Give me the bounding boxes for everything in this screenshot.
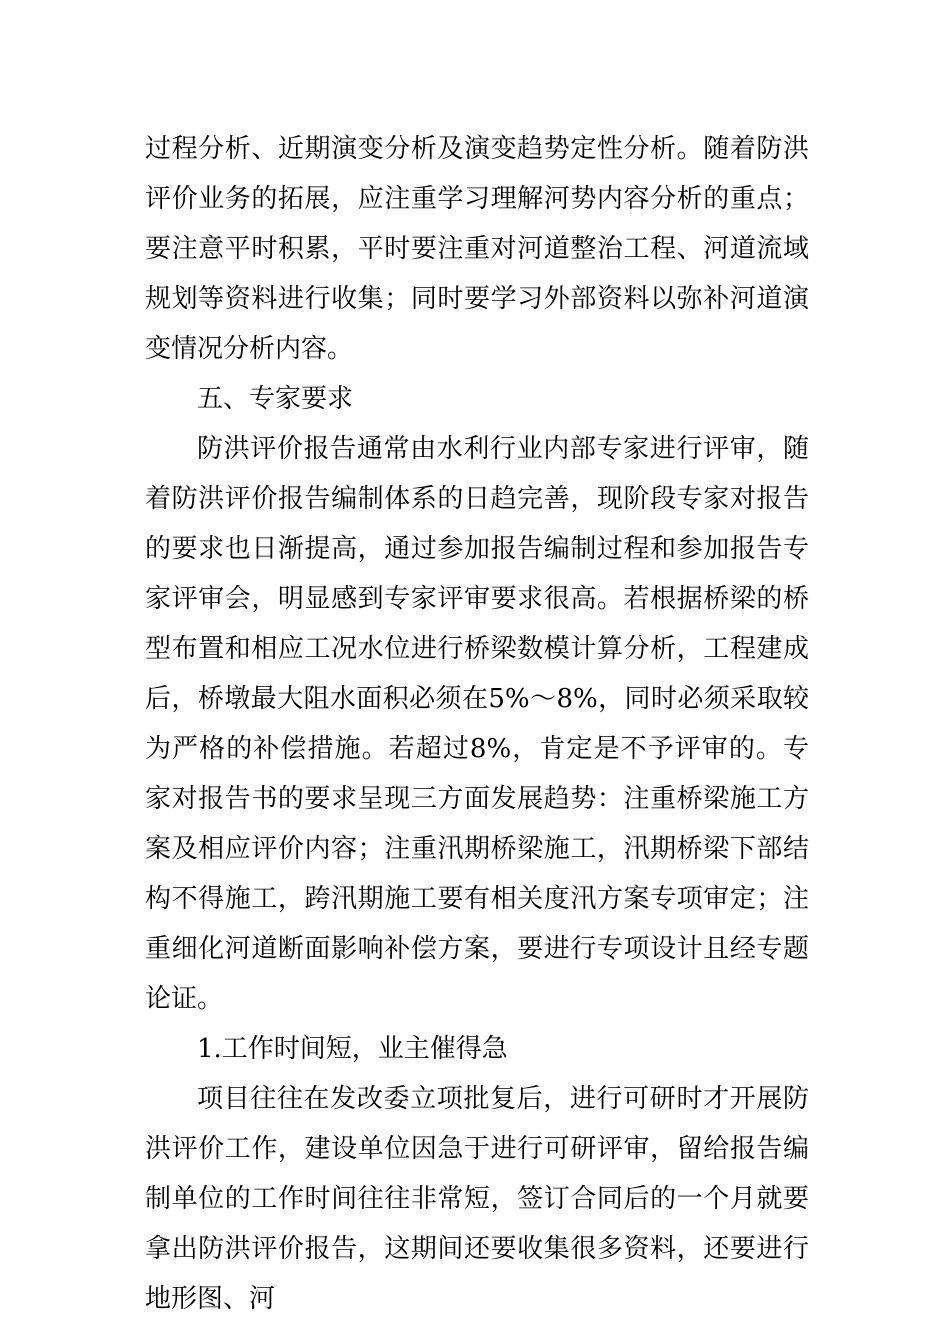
document-page — [145, 124, 809, 1324]
paragraph-expert-review: 防洪评价报告通常由水利行业内部专家进行评审，随着防洪评价报告编制体系的日趋完善，现阶段专家对报告的要求也日渐提高，通过参加报告编制过程和参加报告专家评审会，明显感到专家评审要求很高。若根据桥梁的桥型布置和相应工况水位进行桥梁数模计算分析，工程建成后，桥墩最大阻水面积必须在5%～8%，同时必须采取较为严格的补偿措施。若超过8%，肯定是不予评审的。专家对报告书的要求呈现三方面发展趋势：注重桥梁施工方案及相应评价内容；注重汛期桥梁施工，汛期桥梁下部结构不得施工，跨汛期施工要有相关度汛方案专项审定；注重细化河道断面影响补偿方案，要进行专项设计且经专题论证。 — [145, 434, 809, 1014]
paragraph-river-analysis: 过程分析、近期演变分析及演变趋势定性分析。随着防洪评价业务的拓展，应注重学习理解河势内容分析的重点；要注意平时积累，平时要注重对河道整治工程、河道流域规划等资料进行收集；同时要学习外部资料以弥补河道演变情况分析内容。 — [145, 134, 809, 364]
subheading-short-work-time: 1.工作时间短，业主催得急 — [197, 1034, 508, 1064]
paragraph-project-timeline: 项目往往在发改委立项批复后，进行可研时才开展防洪评价工作，建设单位因急于进行可研评审，留给报告编制单位的工作时间往往非常短，签订合同后的一个月就要拿出防洪评价报告，这期间还要收集很多资料，还要进行地形图、河 — [145, 1084, 809, 1314]
section-heading-expert-requirements: 五、专家要求 — [197, 384, 354, 414]
